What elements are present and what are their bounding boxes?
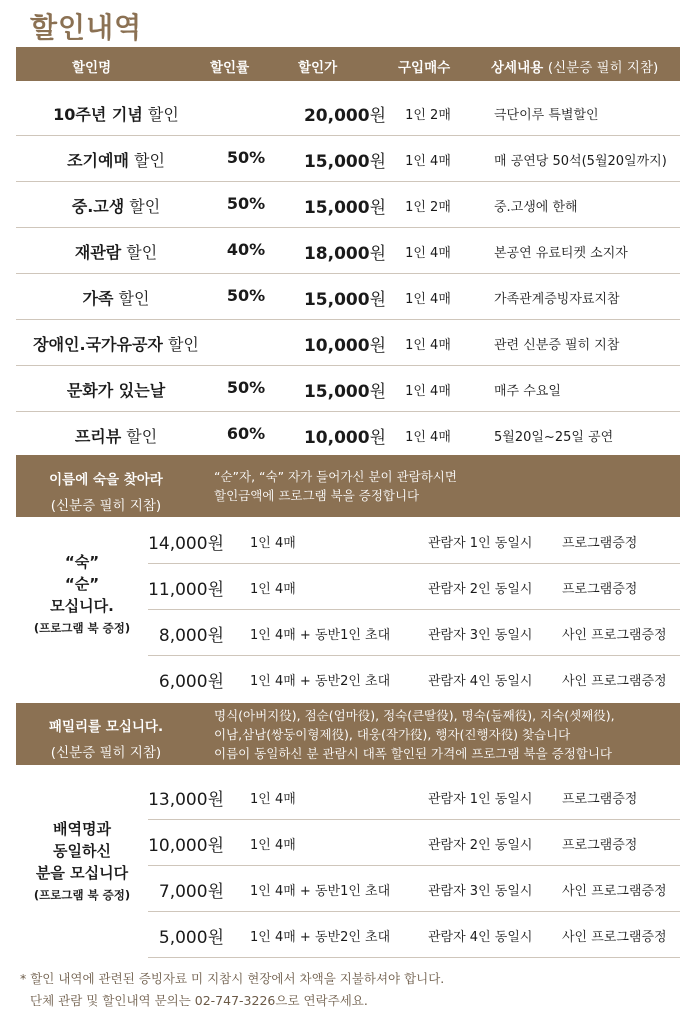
- price-value: 10,000: [303, 336, 370, 356]
- discount-qty: 1인 4매: [405, 338, 451, 353]
- discount-name: [16, 286, 216, 309]
- event-price: [148, 621, 224, 646]
- event-qty: 1인 4매: [250, 582, 296, 597]
- price-value: 18,000: [303, 244, 370, 264]
- discount-price: [276, 285, 386, 310]
- price-unit: 원: [207, 790, 224, 810]
- table-row: [148, 517, 680, 564]
- discount-price: [276, 193, 386, 218]
- event-price: [148, 667, 224, 692]
- table-row: [16, 135, 680, 182]
- event-desc-line: 명식(아버지役), 점순(엄마役), 정숙(큰딸役), 명숙(둘째役), 지숙(셋째役),: [214, 708, 615, 723]
- price-value: 13,000: [148, 790, 208, 810]
- event-audience: 관람자 2인 동일시: [428, 582, 533, 597]
- event-gift: 사인 프로그램증정: [562, 930, 667, 945]
- discount-rate: 50%: [226, 148, 266, 167]
- table-header: [16, 47, 680, 81]
- discount-name: [16, 240, 216, 263]
- event-gift: 프로그램증정: [562, 792, 638, 807]
- discount-name: [16, 424, 216, 447]
- event-desc-line: 이남,삼남(쌍둥이형제役), 대웅(작가役), 행자(진행자役) 찾습니다: [214, 727, 571, 742]
- event-description: [214, 706, 615, 763]
- discount-detail: 중.고생에 한해: [494, 200, 578, 215]
- price-value: 10,000: [303, 428, 370, 448]
- price-value: 11,000: [148, 580, 208, 600]
- event-audience: 관람자 4인 동일시: [428, 674, 533, 689]
- group-label-line: 모십니다.: [50, 597, 114, 615]
- event-gift: 사인 프로그램증정: [562, 884, 667, 899]
- table-row: [148, 911, 680, 958]
- discount-name-suffix: 할인: [124, 197, 161, 216]
- event-banner-family: [16, 703, 680, 765]
- price-value: 14,000: [148, 534, 208, 554]
- discount-name-text: 문화가 있는날: [66, 381, 166, 400]
- page-title: 할인내역: [30, 11, 143, 44]
- discount-qty: 1인 4매: [405, 154, 451, 169]
- discount-detail: 매 공연당 50석(5월20일까지): [494, 154, 667, 169]
- group-label-line: “순”: [64, 575, 100, 593]
- discount-rate: 50%: [226, 194, 266, 213]
- discount-name-text: 장애인.국가유공자: [33, 335, 163, 354]
- discount-detail: 극단이루 특별할인: [494, 108, 599, 123]
- discount-detail: 5월20일~25일 공연: [494, 430, 614, 445]
- table-row: [16, 365, 680, 412]
- discount-rate: 40%: [226, 240, 266, 259]
- discount-name-suffix: 할인: [162, 335, 199, 354]
- discount-detail: 본공연 유료티켓 소지자: [494, 246, 628, 261]
- event-gift: 프로그램증정: [562, 582, 638, 597]
- footer-line: 단체 관람 및 할인내역 문의는 02-747-3226으로 연락주세요.: [30, 993, 368, 1008]
- group-label-note: (프로그램 북 증정): [33, 888, 131, 902]
- price-unit: 원: [207, 882, 224, 902]
- event-group-label: [16, 818, 148, 906]
- event-banner-heading: [16, 715, 196, 761]
- price-value: 6,000: [158, 672, 208, 692]
- group-label-line: 분을 모십니다: [35, 864, 129, 882]
- event-subtitle: (신분증 필히 지참): [50, 498, 162, 514]
- header-detail: [491, 56, 658, 76]
- price-unit: 원: [369, 428, 386, 448]
- event-audience: 관람자 2인 동일시: [428, 838, 533, 853]
- event-gift: 사인 프로그램증정: [562, 628, 667, 643]
- price-unit: 원: [207, 928, 224, 948]
- event-desc-line: 이름이 동일하신 분 관람시 대폭 할인된 가격에 프로그램 북을 증정합니다: [214, 746, 613, 761]
- discount-rate: 60%: [226, 424, 266, 443]
- price-value: 5,000: [158, 928, 208, 948]
- table-row: [16, 411, 680, 457]
- discount-detail: 관련 신분증 필히 지참: [494, 338, 620, 353]
- event-audience: 관람자 3인 동일시: [428, 884, 533, 899]
- price-value: 15,000: [303, 382, 370, 402]
- group-label-line: 동일하신: [53, 842, 111, 860]
- price-unit: 원: [207, 836, 224, 856]
- event-title: 패밀리를 모십니다.: [48, 719, 164, 735]
- discount-name-text: 재관람: [74, 243, 122, 262]
- group-label-line: “숙”: [64, 553, 100, 571]
- event-price: [148, 831, 224, 856]
- price-unit: 원: [369, 244, 386, 264]
- event-qty: 1인 4매 + 동반2인 초대: [250, 674, 391, 689]
- footer-note: [20, 968, 444, 1012]
- discount-name-text: 중.고생: [71, 197, 125, 216]
- event-group-label: [16, 551, 148, 639]
- event-qty: 1인 4매: [250, 536, 296, 551]
- discount-name: [16, 378, 216, 401]
- discount-price: [276, 147, 386, 172]
- discount-name: [16, 102, 216, 125]
- group-label-line: 배역명과: [53, 820, 111, 838]
- event-price: [148, 785, 224, 810]
- event-gift: 사인 프로그램증정: [562, 674, 667, 689]
- price-value: 10,000: [148, 836, 208, 856]
- discount-qty: 1인 4매: [405, 384, 451, 399]
- event-subtitle: (신분증 필히 지참): [50, 745, 162, 761]
- price-value: 15,000: [303, 152, 370, 172]
- discount-name: [6, 332, 226, 355]
- discount-name-suffix: 할인: [128, 151, 165, 170]
- price-unit: 원: [369, 198, 386, 218]
- table-row: [16, 319, 680, 366]
- event-audience: 관람자 4인 동일시: [428, 930, 533, 945]
- event-price: [148, 923, 224, 948]
- price-unit: 원: [369, 336, 386, 356]
- event-price: [148, 529, 224, 554]
- discount-qty: 1인 2매: [405, 108, 451, 123]
- discount-name-text: 조기예매: [67, 151, 129, 170]
- discount-name: [16, 194, 216, 217]
- discount-qty: 1인 4매: [405, 430, 451, 445]
- price-unit: 원: [207, 534, 224, 554]
- price-unit: 원: [207, 580, 224, 600]
- discount-name-suffix: 할인: [142, 105, 179, 124]
- event-audience: 관람자 1인 동일시: [428, 536, 533, 551]
- price-unit: 원: [369, 106, 386, 126]
- price-value: 7,000: [158, 882, 208, 902]
- price-value: 8,000: [158, 626, 208, 646]
- price-unit: 원: [369, 382, 386, 402]
- table-row: [148, 655, 680, 701]
- table-row: [16, 89, 680, 136]
- group-label-note: (프로그램 북 증정): [33, 621, 131, 635]
- table-row: [148, 563, 680, 610]
- header-qty: 구입매수: [398, 60, 451, 76]
- discount-name-text: 프리뷰: [74, 427, 122, 446]
- event-qty: 1인 4매: [250, 838, 296, 853]
- price-unit: 원: [369, 152, 386, 172]
- event-qty: 1인 4매: [250, 792, 296, 807]
- event-qty: 1인 4매 + 동반1인 초대: [250, 884, 391, 899]
- price-value: 15,000: [303, 198, 370, 218]
- discount-detail: 가족관계증빙자료지참: [494, 292, 620, 307]
- price-unit: 원: [207, 672, 224, 692]
- discount-name-text: 10주년 기념: [53, 105, 143, 124]
- table-row: [148, 819, 680, 866]
- event-banner-heading: [16, 468, 196, 514]
- discount-name: [16, 148, 216, 171]
- discount-price: [276, 377, 386, 402]
- header-name: 할인명: [72, 60, 112, 76]
- event-desc-line: “순”자, “숙” 자가 들어가신 분이 관람하시면: [214, 469, 457, 484]
- event-qty: 1인 4매 + 동반2인 초대: [250, 930, 391, 945]
- table-row: [16, 181, 680, 228]
- table-row: [148, 865, 680, 912]
- table-row: [16, 273, 680, 320]
- price-unit: 원: [369, 290, 386, 310]
- price-value: 15,000: [303, 290, 370, 310]
- discount-name-suffix: 할인: [121, 243, 158, 262]
- table-row: [148, 773, 680, 820]
- footer-line: * 할인 내역에 관련된 증빙자료 미 지참시 현장에서 차액을 지불하셔야 합니다.: [20, 971, 445, 986]
- table-row: [148, 609, 680, 656]
- discount-name-suffix: 할인: [113, 289, 150, 308]
- discount-rate: 50%: [226, 378, 266, 397]
- discount-qty: 1인 2매: [405, 200, 451, 215]
- price-value: 20,000: [303, 106, 370, 126]
- header-detail-sub: (신분증 필히 지참): [547, 60, 659, 76]
- table-row: [16, 227, 680, 274]
- discount-price: [276, 239, 386, 264]
- event-price: [148, 575, 224, 600]
- header-detail-label: 상세내용: [491, 60, 544, 76]
- event-audience: 관람자 3인 동일시: [428, 628, 533, 643]
- price-unit: 원: [207, 626, 224, 646]
- event-description: [214, 467, 457, 505]
- event-audience: 관람자 1인 동일시: [428, 792, 533, 807]
- discount-qty: 1인 4매: [405, 246, 451, 261]
- header-price: 할인가: [298, 60, 338, 76]
- discount-name-text: 가족: [82, 289, 114, 308]
- event-desc-line: 할인금액에 프로그램 북을 증정합니다: [214, 488, 420, 503]
- event-price: [148, 877, 224, 902]
- discount-name-suffix: 할인: [121, 427, 158, 446]
- discount-price: [276, 423, 386, 448]
- discount-price: [276, 101, 386, 126]
- event-gift: 프로그램증정: [562, 838, 638, 853]
- event-banner-suk: [16, 455, 680, 517]
- header-rate: 할인률: [210, 60, 250, 76]
- discount-detail: 매주 수요일: [494, 384, 561, 399]
- discount-price: [276, 331, 386, 356]
- discount-qty: 1인 4매: [405, 292, 451, 307]
- event-qty: 1인 4매 + 동반1인 초대: [250, 628, 391, 643]
- event-title: 이름에 숙을 찾아라: [49, 472, 163, 488]
- event-gift: 프로그램증정: [562, 536, 638, 551]
- discount-rate: 50%: [226, 286, 266, 305]
